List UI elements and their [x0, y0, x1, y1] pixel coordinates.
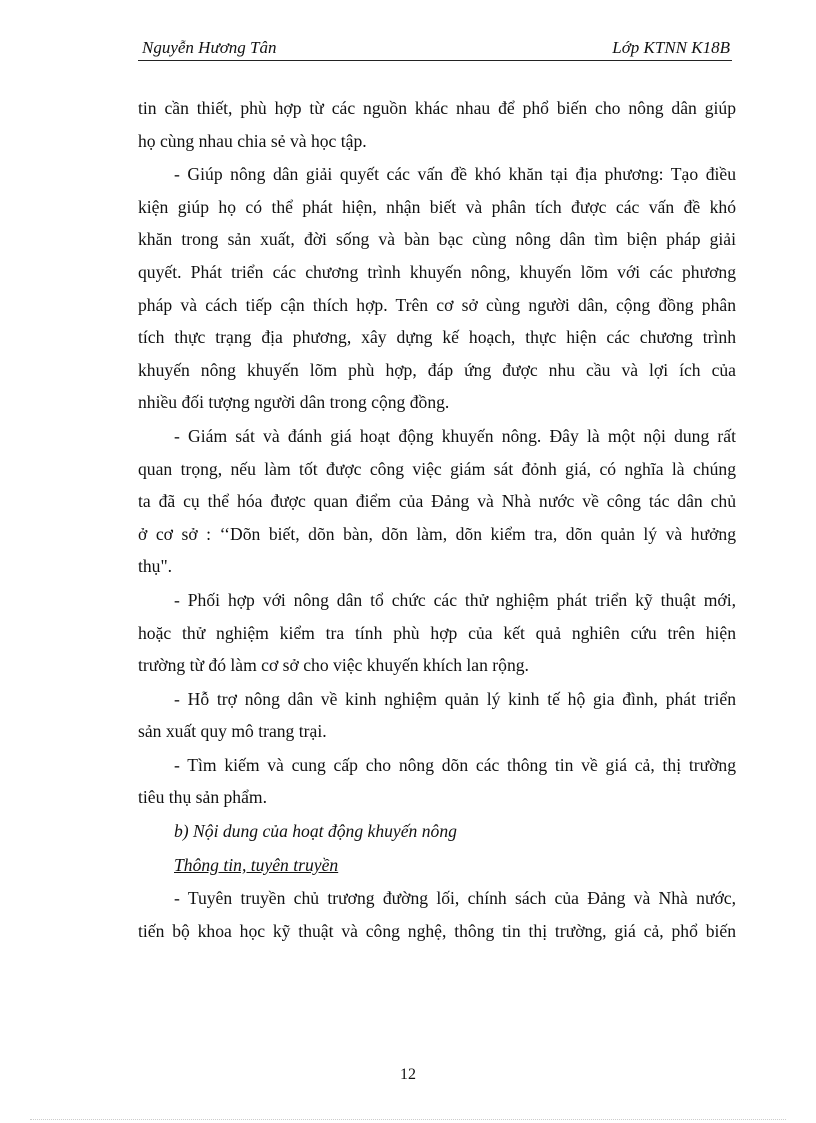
text-line: pháp và cách tiếp cận thích hợp. Trên cơ sở cùng người dân, cộng đồng phân	[138, 294, 736, 315]
text-line: tích thực trạng địa phương, xây dựng kế hoạch, thực hiện các chương trình	[138, 327, 736, 348]
paragraph-3	[138, 420, 736, 583]
text-line: hoặc thử nghiệm kiểm tra tính phù hợp của kết quả nghiên cứu trên hiện	[138, 622, 736, 643]
text-line: kiện giúp họ có thể phát hiện, nhận biết và phân tích được các vấn đề khó	[138, 196, 736, 217]
text-line: ta đã cụ thể hóa được quan điểm của Đảng và Nhà nước về công tác dân chủ	[138, 491, 736, 512]
paragraph-4	[138, 584, 736, 682]
text-line: thụ".	[138, 556, 173, 577]
text-line: tiêu thụ sản phẩm.	[138, 787, 267, 808]
text-line: - Tuyên truyền chủ trương đường lối, chính sách của Đảng và Nhà nước,	[174, 888, 736, 909]
text-line: - Giúp nông dân giải quyết các vấn đề khó khăn tại địa phương: Tạo điều	[174, 164, 736, 185]
text-line: quyết. Phát triển các chương trình khuyến nông, khuyến lõm với các phương	[138, 261, 736, 282]
subsection-heading-line	[138, 849, 736, 882]
paragraph-1	[138, 92, 736, 157]
text-line: - Tìm kiếm và cung cấp cho nông dõn các thông tin về giá cả, thị trường	[174, 754, 736, 775]
section-heading	[138, 815, 736, 848]
paragraph-6	[138, 749, 736, 814]
text-line: tiến bộ khoa học kỹ thuật và công nghệ, thông tin thị trường, giá cả, phổ biến	[138, 920, 736, 941]
text-line: ở cơ sở : ‘‘Dõn biết, dõn bàn, dõn làm, dõn kiểm tra, dõn quản lý và hưởng	[138, 523, 736, 544]
text-line: họ cùng nhau chia sẻ và học tập.	[138, 130, 367, 151]
text-line: trường từ đó làm cơ sở cho việc khuyến khích lan rộng.	[138, 655, 529, 676]
page-bottom-divider	[30, 1119, 786, 1120]
text-line: tin cần thiết, phù hợp từ các nguồn khác nhau để phổ biến cho nông dân giúp	[138, 98, 736, 118]
text-line: khuyến nông khuyến lõm phù hợp, đáp ứng được nhu cầu và lợi ích của	[138, 359, 736, 380]
subsection-heading	[138, 849, 736, 882]
paragraph-5	[138, 683, 736, 748]
page-header	[138, 38, 732, 61]
text-line: - Hỗ trợ nông dân về kinh nghiệm quản lý kinh tế hộ gia đình, phát triển	[174, 688, 736, 709]
header-class: Lớp KTNN K18B	[612, 38, 730, 57]
header-author: Nguyễn Hương Tân	[142, 38, 277, 57]
text-line: - Phối hợp với nông dân tổ chức các thử nghiệm phát triển kỹ thuật mới,	[174, 589, 736, 610]
text-line: nhiều đối tượng người dân trong cộng đồng.	[138, 392, 450, 413]
paragraph-2	[138, 158, 736, 419]
text-line: khăn trong sản xuất, đời sống và bàn bạc cùng nông dân tìm biện pháp giải	[138, 229, 736, 250]
subsection-heading-text: Thông tin, tuyên truyền	[174, 854, 339, 875]
paragraph-7	[138, 882, 736, 947]
text-line: sản xuất quy mô trang trại.	[138, 721, 327, 742]
text-line: quan trọng, nếu làm tốt được công việc giám sát đỏnh giá, có nghĩa là chúng	[138, 458, 736, 479]
document-body	[138, 92, 736, 947]
text-line: - Giám sát và đánh giá hoạt động khuyến nông. Đây là một nội dung rất	[174, 425, 736, 446]
section-heading-text: b) Nội dung của hoạt động khuyến nông	[174, 821, 457, 842]
page-number: 12	[400, 1066, 416, 1083]
